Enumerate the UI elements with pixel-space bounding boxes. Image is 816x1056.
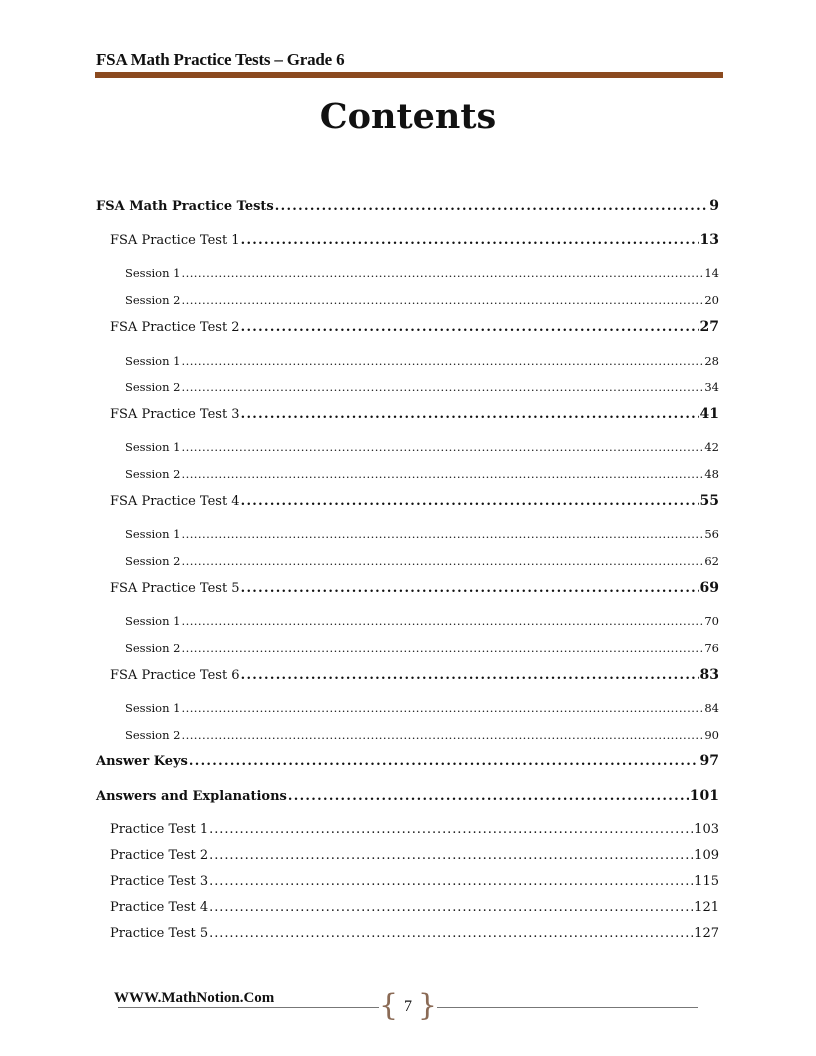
dot-leader <box>241 494 699 509</box>
toc-entry-page: 13 <box>699 232 719 248</box>
running-header: FSA Math Practice Tests – Grade 6 <box>96 50 345 69</box>
toc-entry-label: Session 2 <box>125 380 181 394</box>
toc-entry-page: 55 <box>699 493 719 509</box>
toc-entry-page: 62 <box>704 554 719 568</box>
page-title: Contents <box>319 96 497 137</box>
dot-leader <box>209 848 693 863</box>
toc-entry[interactable] <box>125 641 719 655</box>
toc-entry-page: 9 <box>709 198 719 214</box>
dot-leader <box>189 754 699 769</box>
toc-entry[interactable] <box>125 293 719 307</box>
dot-leader <box>209 874 693 889</box>
dot-leader <box>181 293 703 307</box>
toc-entry-page: 115 <box>694 874 719 889</box>
left-brace-icon: { <box>379 988 399 1023</box>
toc-entry-label: FSA Math Practice Tests <box>96 199 274 214</box>
toc-entry-page: 14 <box>704 266 719 280</box>
toc-entry-label: Session 2 <box>125 467 181 481</box>
toc-entry-label: Session 2 <box>125 554 181 568</box>
toc-entry-label: Session 1 <box>125 354 181 368</box>
toc-entry-label: FSA Practice Test 1 <box>110 233 240 248</box>
toc-entry-page: 103 <box>694 822 719 837</box>
toc-entry[interactable] <box>110 493 719 509</box>
dot-leader <box>181 554 703 568</box>
toc-entry-page: 121 <box>694 900 719 915</box>
toc-entry[interactable] <box>125 554 719 568</box>
dot-leader <box>209 822 693 837</box>
toc-entry[interactable] <box>125 467 719 481</box>
toc-entry-label: Practice Test 1 <box>110 822 209 837</box>
toc-entry-label: Session 1 <box>125 527 181 541</box>
toc-entry[interactable] <box>110 822 719 837</box>
toc-entry-label: FSA Practice Test 4 <box>110 494 240 509</box>
dot-leader <box>241 233 699 248</box>
toc-entry[interactable] <box>110 900 719 915</box>
toc-entry-label: Practice Test 3 <box>110 874 209 889</box>
toc-entry-page: 34 <box>704 380 719 394</box>
dot-leader <box>181 527 703 541</box>
toc-entry-page: 70 <box>704 614 719 628</box>
toc-entry-label: Session 2 <box>125 728 181 742</box>
toc-entry-page: 101 <box>689 788 719 804</box>
toc-entry[interactable] <box>125 701 719 715</box>
toc-entry[interactable] <box>125 354 719 368</box>
dot-leader <box>181 354 703 368</box>
dot-leader <box>181 380 703 394</box>
dot-leader <box>181 440 703 454</box>
toc-entry-label: Session 1 <box>125 614 181 628</box>
toc-entry-label: Session 2 <box>125 293 181 307</box>
right-brace-icon: } <box>417 988 437 1023</box>
toc-entry-page: 109 <box>694 848 719 863</box>
toc-entry[interactable] <box>110 319 719 335</box>
toc-entry-page: 97 <box>699 753 719 769</box>
toc-entry-label: Practice Test 5 <box>110 926 209 941</box>
toc-entry[interactable] <box>125 614 719 628</box>
page-number-box <box>379 988 437 1023</box>
toc-entry-label: Practice Test 2 <box>110 848 209 863</box>
toc-entry-page: 28 <box>704 354 719 368</box>
toc-entry[interactable] <box>110 580 719 596</box>
toc-entry[interactable] <box>110 667 719 683</box>
toc-entry[interactable] <box>96 198 719 214</box>
toc-entry-label: Session 1 <box>125 440 181 454</box>
toc-entry[interactable] <box>96 753 719 769</box>
toc-entry[interactable] <box>110 848 719 863</box>
dot-leader <box>209 900 693 915</box>
dot-leader <box>241 668 699 683</box>
toc-entry-label: FSA Practice Test 2 <box>110 320 240 335</box>
toc-entry-label: Answers and Explanations <box>96 789 287 804</box>
page-number: 7 <box>404 998 412 1015</box>
dot-leader <box>241 407 699 422</box>
toc-entry[interactable] <box>125 527 719 541</box>
toc-entry[interactable] <box>96 788 719 804</box>
toc-entry-page: 69 <box>699 580 719 596</box>
dot-leader <box>181 728 703 742</box>
dot-leader <box>181 614 703 628</box>
toc-entry-page: 41 <box>699 406 719 422</box>
dot-leader <box>181 467 703 481</box>
dot-leader <box>181 701 703 715</box>
dot-leader <box>209 926 693 941</box>
toc-entry-label: Session 1 <box>125 266 181 280</box>
toc-entry-page: 90 <box>704 728 719 742</box>
toc-entry-label: FSA Practice Test 6 <box>110 668 240 683</box>
toc-entry-page: 127 <box>694 926 719 941</box>
toc-entry[interactable] <box>125 266 719 280</box>
toc-entry-page: 20 <box>704 293 719 307</box>
dot-leader <box>181 641 703 655</box>
footer-website: WWW.MathNotion.Com <box>114 990 275 1006</box>
toc-entry[interactable] <box>125 380 719 394</box>
dot-leader <box>241 320 699 335</box>
dot-leader <box>241 581 699 596</box>
toc-entry-label: FSA Practice Test 3 <box>110 407 240 422</box>
toc-entry-page: 83 <box>699 667 719 683</box>
toc-entry[interactable] <box>110 232 719 248</box>
dot-leader <box>181 266 703 280</box>
toc-entry-page: 84 <box>704 701 719 715</box>
toc-entry[interactable] <box>125 728 719 742</box>
toc-entry-page: 48 <box>704 467 719 481</box>
toc-entry-page: 56 <box>704 527 719 541</box>
toc-entry-label: Session 1 <box>125 701 181 715</box>
toc-entry[interactable] <box>125 440 719 454</box>
dot-leader <box>275 199 709 214</box>
toc-entry-page: 42 <box>704 440 719 454</box>
toc-entry-page: 27 <box>699 319 719 335</box>
toc-entry-label: Practice Test 4 <box>110 900 209 915</box>
toc-entry[interactable] <box>110 926 719 941</box>
toc-entry[interactable] <box>110 874 719 889</box>
toc-entry-label: Session 2 <box>125 641 181 655</box>
dot-leader <box>288 789 689 804</box>
toc-entry-page: 76 <box>704 641 719 655</box>
toc-entry-label: Answer Keys <box>96 754 188 769</box>
toc-entry-label: FSA Practice Test 5 <box>110 581 240 596</box>
toc-entry[interactable] <box>110 406 719 422</box>
